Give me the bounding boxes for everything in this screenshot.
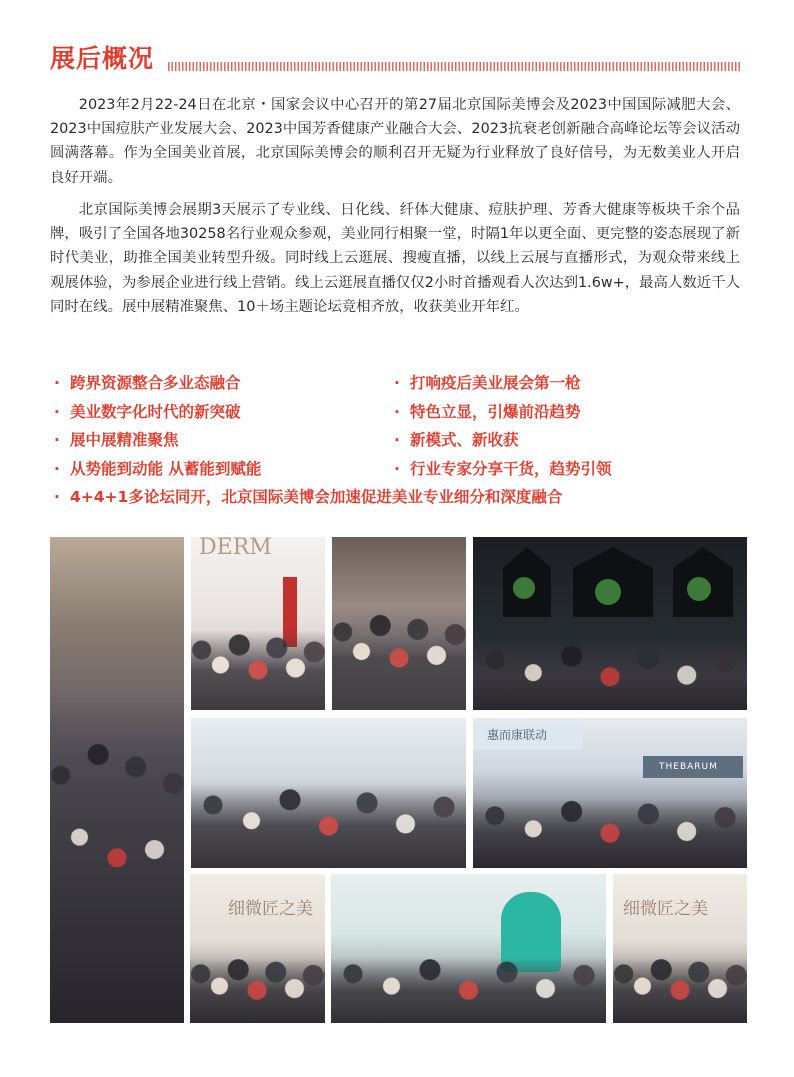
title-hatch-divider	[168, 62, 742, 71]
bullet-icon: ·	[394, 460, 400, 478]
crowd-shape	[613, 941, 747, 1023]
photo-crowd-aisle	[50, 537, 184, 1023]
title-row	[50, 42, 742, 78]
highlight-item: · 特色立显，引爆前沿趋势	[390, 401, 581, 423]
photo-consultation-tables	[191, 718, 466, 868]
photo-product-counter	[332, 537, 466, 710]
crowd-shape	[191, 763, 466, 868]
crowd-shape	[332, 580, 466, 710]
bullet-icon: ·	[394, 431, 400, 449]
bullet-icon: ·	[394, 374, 400, 392]
plant-decoration	[595, 579, 621, 605]
photo-display-sign-1	[190, 874, 324, 1023]
bullet-icon: ·	[54, 403, 60, 421]
photo-teal-booth	[331, 874, 606, 1023]
derm-sign-text: DERM	[199, 537, 272, 560]
highlight-item: · 新模式、新收获	[390, 429, 519, 451]
photo-derm-booth	[191, 537, 325, 710]
booth-sign-text: 惠而康联动	[487, 728, 548, 742]
crowd-shape	[331, 941, 606, 1023]
photo-display-sign-2	[613, 874, 747, 1023]
highlight-item: · 行业专家分享干货，趋势引领	[390, 458, 612, 480]
highlight-item: · 美业数字化时代的新突破	[50, 401, 241, 423]
bullet-icon: ·	[54, 460, 60, 478]
highlight-item: · 从势能到动能 从蓄能到赋能	[50, 458, 261, 480]
bullet-icon: ·	[54, 488, 60, 506]
highlight-item: · 打响疫后美业展会第一枪	[390, 372, 581, 394]
intro-paragraph-1: 2023年2月22-24日在北京・国家会议中心召开的第27届北京国际美博会及2023中国国际减肥大会、2023中国痘肤产业发展大会、2023中国芳香健康产业融合大会、2023抗衰老创新融合高峰论坛等会议活动圆满落幕。作为全国美业首展，北京国际美博会的顺利召开无疑为行业释放了良好信号，为无数美业人开启良好开端。	[50, 97, 740, 186]
plant-decoration	[513, 577, 535, 599]
display-sign-text: 细微匠之美	[228, 899, 313, 919]
display-sign-text: 细微匠之美	[623, 899, 708, 919]
bullet-icon: ·	[54, 374, 60, 392]
bullet-icon: ·	[54, 431, 60, 449]
plant-decoration	[687, 577, 711, 601]
thebarum-sign-text: THEBARUM	[659, 762, 718, 772]
photo-dark-booth	[473, 537, 747, 710]
highlight-item: · 4+4+1多论坛同开，北京国际美博会加速促进美业专业细分和深度融合	[50, 486, 562, 508]
crowd-shape	[473, 627, 747, 710]
intro-paragraph-2: 北京国际美博会展期3天展示了专业线、日化线、纤体大健康、痘肤护理、芳香大健康等板块千余个品牌，吸引了全国各地30258名行业观众参观，美业同行相聚一堂，时隔1年以更全面、更完整的姿态展现了新时代美业，助推全国美业转型升级。同时线上云逛展、搜瘦直播，以线上云展与直播形式，为观众带来线上观展体验，为参展企业进行线上营销。线上云逛展直播仅仅2小时首播观看人次达到1.6w+，最高人数近千人同时在线。展中展精准聚焦、10＋场主题论坛竞相齐放，收获美业开年红。	[50, 202, 740, 315]
crowd-shape	[473, 781, 747, 868]
highlight-item: · 跨界资源整合多业态融合	[50, 372, 241, 394]
highlight-item: · 展中展精准聚焦	[50, 429, 179, 451]
crowd-shape	[191, 610, 325, 710]
crowd-shape	[50, 610, 184, 1023]
photo-hall-thebarum	[473, 718, 747, 868]
page-title: 展后概况	[50, 44, 155, 73]
bullet-icon: ·	[394, 403, 400, 421]
crowd-shape	[190, 941, 324, 1023]
